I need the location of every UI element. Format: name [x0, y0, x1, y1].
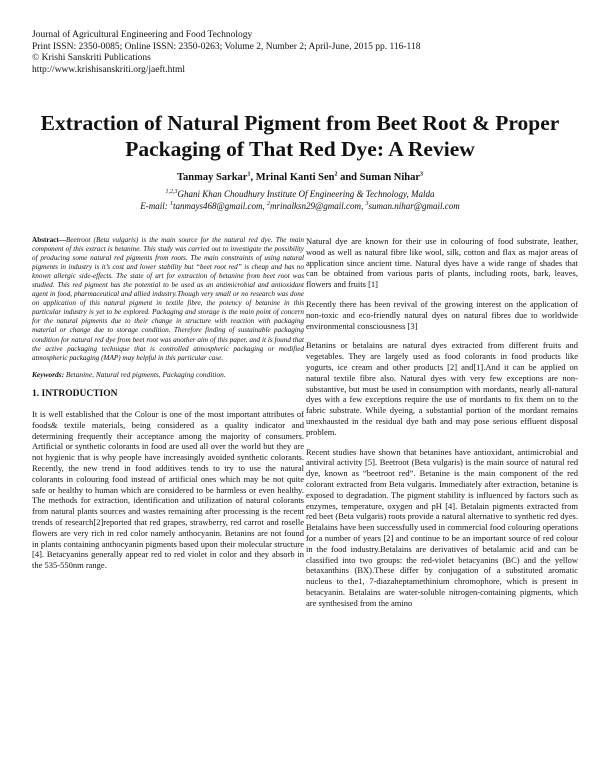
email-address[interactable]: mrinalksn29@gmail.com, [269, 200, 366, 211]
body-paragraph: Natural dye are known for their use in colouring of food substrate, leather, wood as well as natural fibre like wool, silk, cotton and flax as major areas of application since ancient time. Natural dyes have a wide range of shades that can be obtained from various parts of plants, including roots, bark, leaves, flowers and fruits [1] [306, 236, 578, 290]
journal-name: Journal of Agricultural Engineering and Food Technology [32, 30, 253, 40]
author-sup: 1 [247, 171, 251, 178]
abstract-label: Abstract— [32, 236, 66, 244]
email-sup: 2 [266, 200, 270, 207]
affiliation [40, 189, 560, 201]
journal-issn: Print ISSN: 2350-0085; Online ISSN: 2350-0263; Volume 2, Number 2; April-June, 2015 pp. 116-118 [32, 41, 421, 52]
author-name: Mrinal Kanti Sen [255, 172, 335, 183]
author-sup: 2 [334, 171, 338, 178]
affiliation-text: Ghani Khan Choudhury Institute Of Engineering & Technology, Malda [177, 189, 435, 199]
intro-paragraph: It is well established that the Colour is one of the most important attributes of foods& textile materials, being considered as a quality indicator and determining frequently their acceptance among the majority of consumers. Artificial or synthetic colorants in food are used all over the world but they are not hygienic that is why people have increasingly avoided synthetic colorants. Recently, the new trend in food additives tends to try to use the natural colorants in colouring food instead of artificial ones which may be not quite safe or healthy to human which are considered to be harmless or even healthy. The methods for extraction, identification and utilization of natural colorants from natural plants sources and wastes remaining after processing is the recent trends of research[2]reported that red grapes, strawberry, red carrot and roselle flowers are very rich in red color namely anthocyanin. Betanins are not found in plants containing anthocyanin pigments based upon their molecular structure [4]. Betacyanins generally appear red to red violet in color and they absorb in the 535-550nm range. [32, 408, 304, 571]
affiliation-sup: 1,2,3 [165, 189, 178, 195]
email-sup: 3 [365, 200, 369, 207]
abstract-text: Beetroot (Beta vulgaris) is the main source for the natural red dye. The main component of this extract is betanine. This study was carried out to investigate the possibility of producing some natural red pigments from roots. The main constraints of using natural pigments in industry is it’s cost and lower stability but “beet root red” is cheap and has no known allergic side-effects. The state of art for extraction of betanine from beet root was studied. This red pigment has the potential to be used as an antimicrobial and antioxidant agent in food, pharmaceutical and allied industry.Though very small or no research was done on application of this natural pigment in textile fibre, the potency of betanine in this particular industry is yet to be explored. Packaging and storage is the main point of concern for the natural pigments due to their change in structure with reaction with packaging material or change due to storage condition. Therefore finding of sustainable packaging condition for natural red dye from beet root was another aim of this paper, and it is found that the active packaging technique that is controlled atmospheric packaging or modified atmospheric packaging (MAP) may helpful in this particular case. [32, 236, 304, 362]
author-separator: , [250, 172, 256, 183]
keywords-text: Betanine, Natural red pigments, Packaging condition. [64, 369, 226, 379]
email-sup: 1 [169, 200, 173, 207]
publisher: © Krishi Sanskriti Publications [32, 53, 151, 64]
email-address[interactable]: tanmays468@gmail.com, [172, 200, 267, 211]
body-paragraph: Recent studies have shown that betanines have antioxidant, antimicrobial and antiviral activity [5]. Beetroot (Beta vulgaris) is the main source of natural red dye, known as “beetroot red”. Betanine is the main component of the red colorant extracted from Beta vulgaris. Immediately after extraction, betanine is exposed to degradation. The pigment stability is influenced by factors such as enzymes, temperature, oxygen and pH [4]. Betalain pigments extracted from red beet (Beta vulgaris) roots provide a natural alternative to synthetic red dyes. Betalains have been successfully used in commercial food colouring operations for a number of years [2] and continue to be an important source of red colour in the food industry.Betalains are derivatives of betalamic acid and can be classified into two groups: the red-violet betacyanins (BC) and the yellow betaxanthins (BX).These differ by conjugation of a substituted aromatic nucleus to the1, 7-diazaheptamethinium chromophore, which is present in betacyanin. Betalains are water-soluble nitrogen-containing pigments, which are synthesised from the amino [306, 446, 578, 608]
right-column [306, 236, 578, 618]
author-sup: 3 [420, 171, 424, 178]
journal-url[interactable]: http://www.krishisanskriti.org/jaeft.html [32, 64, 186, 75]
author-name: Suman Nihar [359, 172, 421, 183]
paper-title: Extraction of Natural Pigment from Beet Root & Proper Packaging of That Red Dye: A Review [40, 111, 560, 161]
keywords-label: Keywords: [32, 369, 65, 379]
journal-header [32, 30, 572, 76]
email-label: E-mail: [140, 200, 170, 211]
section-heading-introduction: 1. INTRODUCTION [32, 389, 118, 400]
affiliation-block [40, 189, 560, 212]
author-list [40, 172, 560, 183]
email-line [40, 201, 560, 213]
email-address[interactable]: suman.nihar@gmail.com [368, 200, 460, 211]
keywords [32, 370, 304, 380]
abstract [32, 236, 304, 363]
left-column [32, 236, 304, 580]
body-paragraph: Betanins or betalains are natural dyes extracted from different fruits and vegetables. They are largely used as food colorants in food products like yogurts, ice cream and other products [2] and[1].And it can be applied on natural textile fibre also. Natural dyes with very few exceptions are non-substantive, but must be used in consumption with mordants, nearly all-natural dyes with a few exceptions require the use of mordants to fix them on to the fabric substrate. While dyeing, a substantial portion of the mordant remains unexhausted in the residual dye bath and may pose serious effluent disposal problem. [306, 340, 578, 437]
body-paragraph: Recently there has been revival of the growing interest on the application of non-toxic and eco-friendly natural dyes on natural fibres due to worldwide environmental consciousness [3] [306, 298, 578, 331]
author-separator: and [337, 172, 360, 183]
author-name: Tanmay Sarkar [176, 172, 248, 183]
